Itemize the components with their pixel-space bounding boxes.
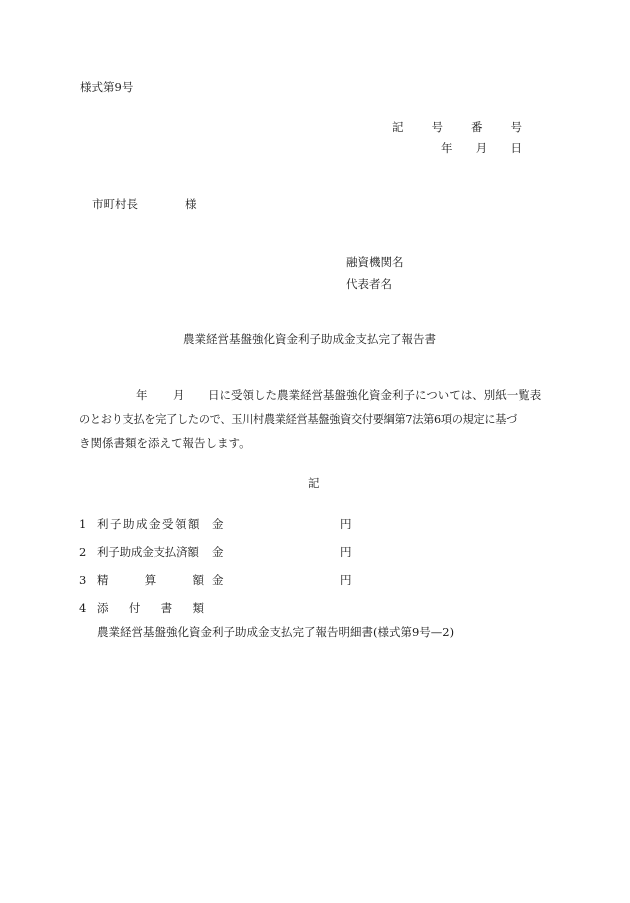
label-char: 書 [160, 601, 173, 615]
ref-char: 号 [510, 120, 522, 134]
item-prefix: 金 [212, 517, 224, 531]
item-number: 2 [79, 545, 87, 559]
body-month: 月 [173, 388, 185, 402]
representative-label: 代表者名 [346, 277, 392, 291]
body-line-1: 日に受領した農業経営基盤強化資金利子については、別紙一覧表 [208, 388, 542, 402]
item-unit: 円 [340, 517, 352, 531]
date-year: 年 [441, 141, 453, 155]
body-line-2: のとおり支払を完了したので、玉川村農業経営基盤強資交付要綱第7法第6項の規定に基づ [79, 413, 518, 426]
date-month: 月 [475, 141, 488, 155]
item-number: 3 [79, 573, 87, 587]
form-number: 様式第9号 [80, 80, 134, 94]
date-line [441, 143, 522, 155]
institution-label: 融資機関名 [346, 255, 404, 269]
ref-char: 番 [471, 120, 483, 134]
label-char: 付 [128, 601, 141, 615]
label-char: 額 [192, 573, 204, 587]
label-char: 類 [192, 601, 204, 615]
item-prefix: 金 [212, 573, 224, 587]
label-char: 添 [97, 601, 109, 615]
item-number: 1 [79, 517, 87, 531]
item-label: 利子助成金支払済額 [97, 545, 199, 559]
item-prefix: 金 [212, 545, 224, 559]
item-label: 利子助成金受領額 [97, 517, 201, 531]
body-line-3: き関係書類を添えて報告します。 [79, 436, 251, 450]
attachment-name: 農業経営基盤強化資金利子助成金支払完了報告明細書(様式第9号—2) [97, 625, 455, 639]
ref-char: 号 [431, 120, 443, 134]
reference-number [392, 122, 522, 134]
item-unit: 円 [340, 545, 352, 559]
addressee-honorific: 様 [185, 197, 197, 211]
label-char: 算 [144, 573, 157, 587]
item-unit: 円 [340, 573, 352, 587]
item-label [97, 603, 204, 615]
item-label [97, 575, 204, 587]
item-number: 4 [79, 601, 87, 615]
ki-heading: 記 [308, 476, 320, 490]
label-char: 精 [97, 573, 109, 587]
ref-char: 記 [392, 120, 404, 134]
body-year: 年 [136, 388, 148, 402]
date-day: 日 [510, 141, 522, 155]
document-title: 農業経営基盤強化資金利子助成金支払完了報告書 [183, 332, 436, 346]
addressee-name: 市町村長 [92, 197, 138, 211]
